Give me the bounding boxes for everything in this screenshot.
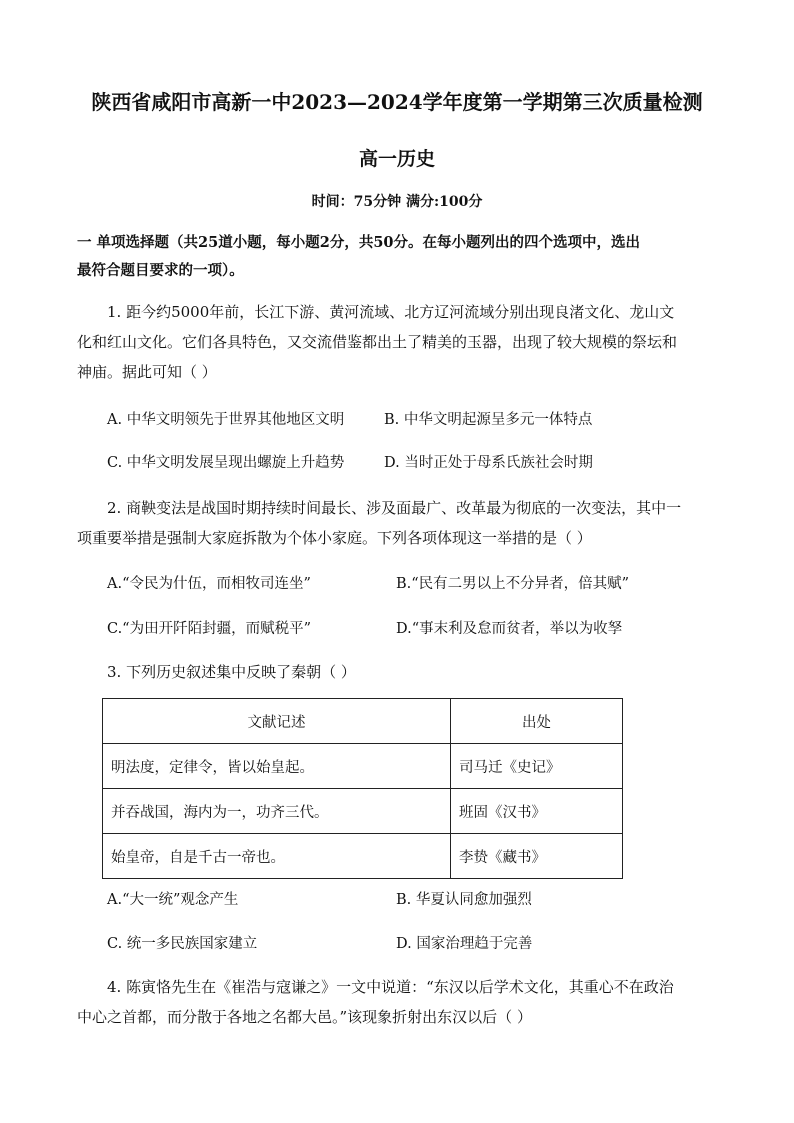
table-cell: 班固《汉书》	[451, 789, 623, 834]
table-row	[103, 789, 623, 834]
table-header-cell: 文献记述	[103, 699, 451, 744]
table-row	[103, 834, 623, 879]
exam-title: 陕西省咸阳市高新一中2023—2024学年度第一学期第三次质量检测	[91, 90, 703, 114]
table-row	[103, 744, 623, 789]
table-cell: 明法度，定律令，皆以始皇起。	[103, 744, 451, 789]
table-header-cell: 出处	[451, 699, 623, 744]
table-cell: 司马迁《史记》	[451, 744, 623, 789]
q2-option-a: A.“令民为什伍，而相牧司连坐”	[107, 576, 311, 592]
q2-stem-line1: 2. 商鞅变法是战国时期持续时间最长、涉及面最广、改革最为彻底的一次变法，其中一	[107, 499, 682, 517]
q1-option-d: D. 当时正处于母系氏族社会时期	[384, 455, 593, 471]
q3-option-c: C. 统一多民族国家建立	[107, 936, 258, 952]
table-cell: 并吞战国，海内为一，功齐三代。	[103, 789, 451, 834]
exam-meta: 时间：75分钟 满分:100分	[311, 194, 483, 210]
q4-stem-line1: 4. 陈寅恪先生在《崔浩与寇谦之》一文中说道：“东汉以后学术文化，其重心不在政治	[107, 978, 674, 996]
table-header-row	[103, 699, 623, 744]
q3-option-b: B. 华夏认同愈加强烈	[396, 892, 532, 908]
q1-stem-line3: 神庙。据此可知（ ）	[77, 363, 217, 381]
q2-stem-line2: 项重要举措是强制大家庭拆散为个体小家庭。下列各项体现这一举措的是（ ）	[77, 529, 592, 547]
q2-option-d: D.“事末利及怠而贫者，举以为收孥	[396, 621, 623, 637]
q1-option-a: A. 中华文明领先于世界其他地区文明	[107, 412, 345, 428]
q3-option-d: D. 国家治理趋于完善	[396, 936, 533, 952]
q1-stem-line1: 1. 距今约5000年前，长江下游、黄河流域、北方辽河流域分别出现良渚文化、龙山文	[107, 303, 675, 321]
q1-option-c: C. 中华文明发展呈现出螺旋上升趋势	[107, 455, 345, 471]
q4-stem-line2: 中心之首都，而分散于各地之名都大邑。”该现象折射出东汉以后（ ）	[77, 1008, 532, 1026]
table-cell: 始皇帝，自是千古一帝也。	[103, 834, 451, 879]
section-heading-line1: 一 单项选择题（共25道小题，每小题2分，共50分。在每小题列出的四个选项中，选出	[77, 234, 640, 251]
q3-stem: 3. 下列历史叙述集中反映了秦朝（ ）	[107, 663, 356, 681]
q1-option-b: B. 中华文明起源呈多元一体特点	[384, 412, 593, 428]
q2-option-b: B.“民有二男以上不分异者，倍其赋”	[396, 576, 630, 592]
section-heading-line2: 最符合题目要求的一项）。	[77, 262, 244, 279]
exam-subject: 高一历史	[358, 148, 435, 170]
q3-option-a: A.“大一统”观念产生	[107, 892, 239, 908]
q1-stem-line2: 化和红山文化。它们各具特色，又交流借鉴都出土了精美的玉器，出现了较大规模的祭坛和	[77, 333, 678, 351]
q3-source-table	[102, 698, 623, 879]
q2-option-c: C.“为田开阡陌封疆，而赋税平”	[107, 621, 312, 637]
table-cell: 李贽《藏书》	[451, 834, 623, 879]
